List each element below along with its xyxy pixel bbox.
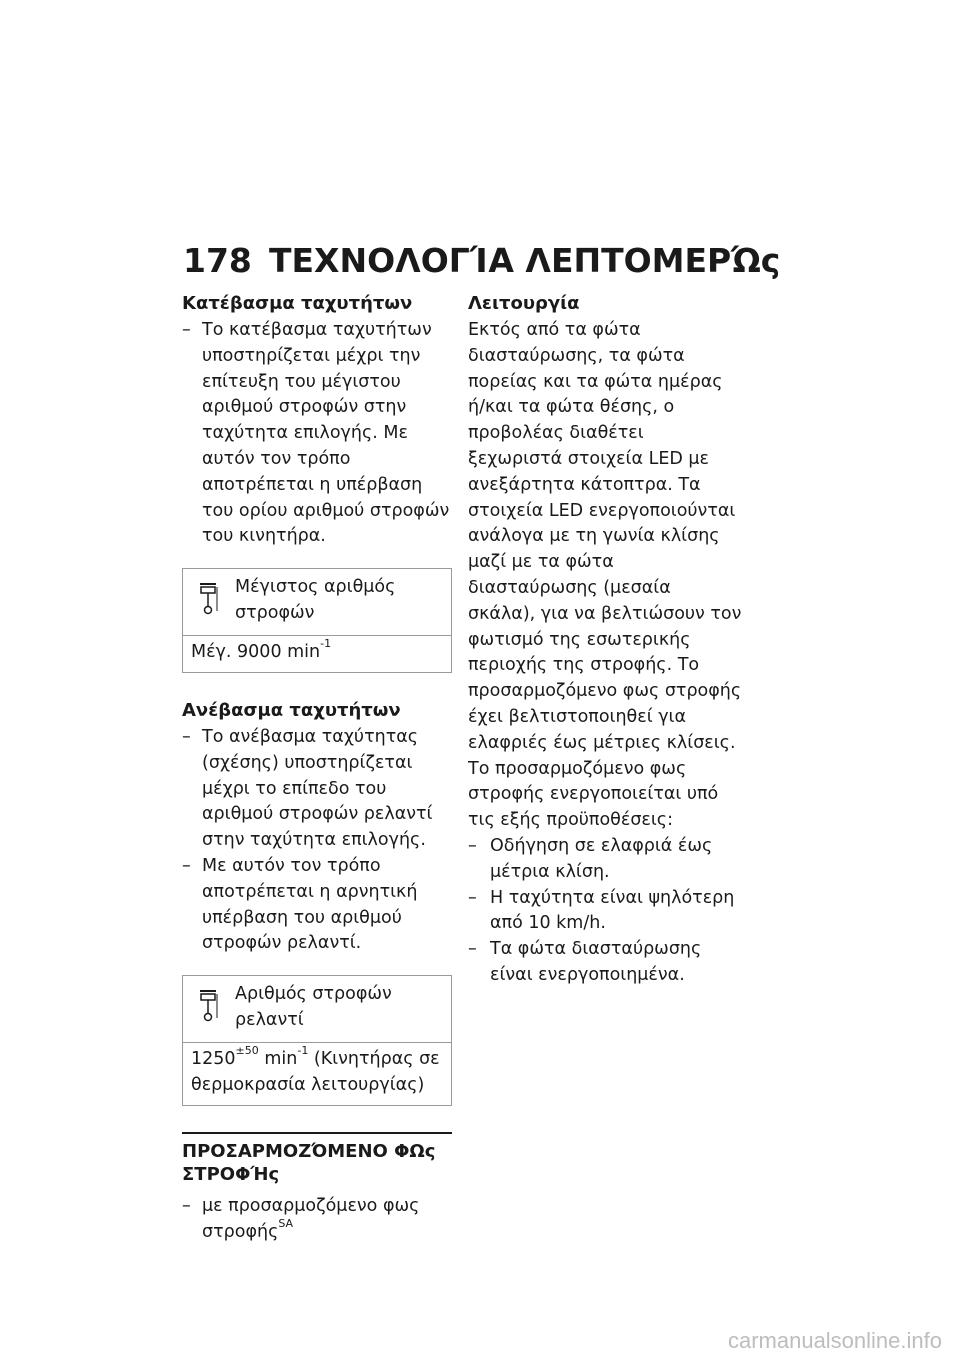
dash-bullet: – bbox=[182, 726, 191, 747]
list-item bbox=[182, 854, 452, 957]
list-item bbox=[182, 1194, 452, 1246]
max-rpm-box bbox=[182, 568, 452, 673]
function-paragraph-2: Το προσαρμοζόμενο φως στροφής ενεργοποιείται υπό τις εξής προϋποθέσεις: bbox=[468, 758, 719, 831]
dash-bullet: – bbox=[468, 939, 477, 960]
dash-bullet: – bbox=[468, 835, 477, 856]
page-number: 178 bbox=[183, 241, 252, 280]
function-paragraph-1: Εκτός από τα φώτα διασταύρωσης, τα φώτα πορείας και τα φώτα ημέρας ή/και τα φώτα θέσης, ο προβολέας διαθέτει ξεχωριστά στοιχεία LED με ανεξάρτητα κάτοπτρα. Τα στοιχεία LED ενεργοποιούνται ανάλογα με τη γωνία κλίσης μαζί με τα φώτα διασταύρωσης (μεσαία σκάλα), για να βελτιώσουν τον φωτισμό της εσωτερικής περιοχής της στροφής. Το προσαρμοζόμενο φως στροφής έχει βελτιστοποιηθεί για ελαφριές έως μέτριες κλίσεις. bbox=[468, 320, 742, 753]
downshift-text: Το κατέβασμα ταχυτήτων υποστηρίζεται μέχρι την επίτευξη του μέγιστου αριθμού στροφών στην ταχύτητα επιλογής. Με αυτόν τον τρόπο αποτρέπεται η υπέρβαση του ορίου αριθμού στροφών του κινητήρα. bbox=[202, 320, 450, 547]
right-column bbox=[468, 292, 743, 989]
max-rpm-value: Μέγ. 9000 min bbox=[191, 642, 321, 663]
page-header bbox=[183, 236, 781, 286]
list-item bbox=[468, 886, 743, 938]
function-heading: Λειτουργία bbox=[468, 293, 580, 314]
idle-rpm-title: Αριθμός στροφών ρελαντί bbox=[235, 984, 392, 1030]
left-column bbox=[182, 292, 452, 1245]
idle-rpm-exponent: -1 bbox=[297, 1044, 309, 1058]
condition-1: Οδήγηση σε ελαφριά έως μέτρια κλίση. bbox=[490, 835, 713, 882]
dash-bullet: – bbox=[182, 320, 191, 340]
sa-badge: SA bbox=[278, 1216, 294, 1230]
upshift-heading: Ανέβασμα ταχυτήτων bbox=[182, 699, 401, 721]
page-title: ΤΕΧΝΟΛΟΓΊΑ ΛΕΠΤΟΜΕΡΏς bbox=[269, 241, 781, 280]
watermark: carmanualsonline.info bbox=[727, 1328, 942, 1353]
max-rpm-title: Μέγιστος αριθμός στροφών bbox=[235, 577, 396, 623]
section-divider bbox=[182, 1132, 452, 1134]
adaptive-light-heading: ΠΡΟΣΑΡΜΟΖΌΜΕΝΟ ΦΩς ΣΤΡΟΦΉς bbox=[182, 1140, 436, 1185]
dash-bullet: – bbox=[182, 1195, 191, 1216]
upshift-text-1: Το ανέβασμα ταχύτητας (σχέσης) υποστηρίζεται μέχρι το επίπεδο του αριθμού στροφών ρελαντί στην ταχύτητα επιλογής. bbox=[202, 726, 433, 851]
idle-rpm-value: $1250^{\pm 50}$ $\min^{-1} (K\iota\nu\eta\tau ή\rho\alpha\varsigma$ σε θερμοκρασία λειτουργίας) bbox=[191, 1044, 440, 1095]
engine-piston-icon bbox=[197, 988, 219, 1022]
list-item bbox=[182, 318, 452, 550]
condition-3: Τα φώτα διασταύρωσης είναι ενεργοποιημένα. bbox=[490, 939, 702, 985]
adaptive-light-option: με προσαρμοζόμενο φως στροφής bbox=[202, 1195, 420, 1242]
dash-bullet: – bbox=[182, 855, 191, 876]
idle-rpm-tolerance: ±50 bbox=[235, 1044, 259, 1058]
upshift-text-2: Με αυτόν τον τρόπο αποτρέπεται η αρνητική υπέρβαση του αριθμού στροφών ρελαντί. bbox=[202, 855, 418, 954]
condition-2: Η ταχύτητα είναι ψηλότερη από 10 km/h. bbox=[490, 887, 735, 934]
downshift-heading: Κατέβασμα ταχυτήτων bbox=[182, 293, 413, 314]
idle-rpm-box bbox=[182, 975, 452, 1106]
dash-bullet: – bbox=[468, 887, 477, 908]
max-rpm-exponent: -1 bbox=[320, 637, 332, 651]
list-item bbox=[468, 834, 743, 886]
engine-piston-icon bbox=[197, 581, 219, 615]
list-item bbox=[468, 937, 743, 989]
list-item bbox=[182, 725, 452, 854]
